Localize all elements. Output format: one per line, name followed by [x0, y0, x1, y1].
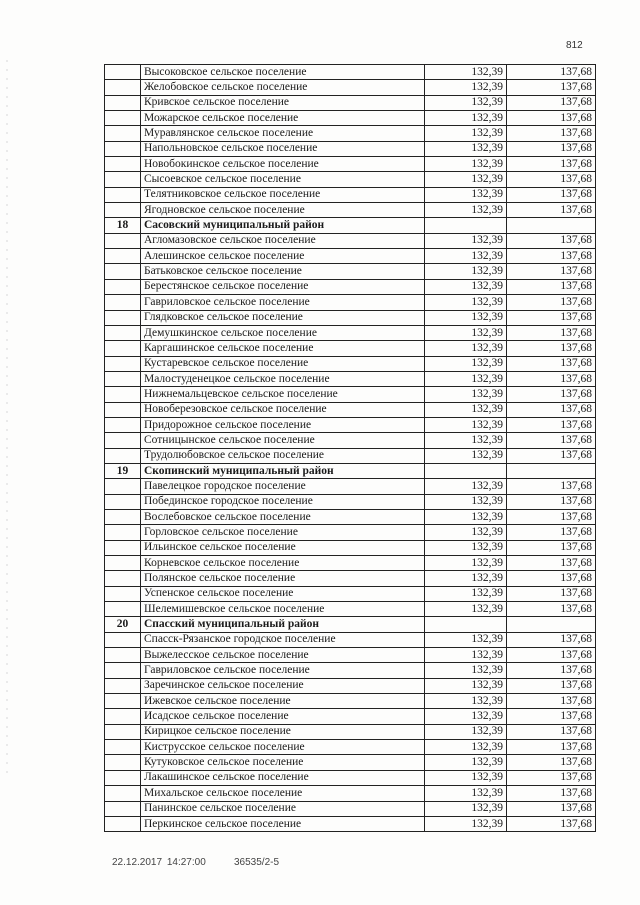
row-number	[105, 602, 141, 617]
settlement-name: Каргашинское сельское поселение	[141, 341, 425, 356]
settlements-table	[104, 64, 596, 832]
value-col-2: 137,68	[507, 602, 596, 617]
settlement-name: Кривское сельское поселение	[141, 95, 425, 110]
row-number	[105, 249, 141, 264]
row-number	[105, 494, 141, 509]
row-number	[105, 509, 141, 524]
value-col-1: 132,39	[425, 95, 507, 110]
value-col-2: 137,68	[507, 295, 596, 310]
value-col-2: 137,68	[507, 571, 596, 586]
value-col-1	[425, 463, 507, 478]
settlement-name: Телятниковское сельское поселение	[141, 187, 425, 202]
value-col-1: 132,39	[425, 678, 507, 693]
value-col-1: 132,39	[425, 494, 507, 509]
page-number: 812	[566, 40, 583, 51]
settlement-name: Исадское сельское поселение	[141, 709, 425, 724]
table-row	[105, 786, 596, 801]
value-col-1: 132,39	[425, 157, 507, 172]
settlement-name: Спасский муниципальный район	[141, 617, 425, 632]
row-number	[105, 80, 141, 95]
scan-margin-artifact	[6, 60, 8, 780]
value-col-1: 132,39	[425, 111, 507, 126]
value-col-1: 132,39	[425, 126, 507, 141]
value-col-2: 137,68	[507, 157, 596, 172]
value-col-1: 132,39	[425, 525, 507, 540]
value-col-1: 132,39	[425, 740, 507, 755]
table-row	[105, 356, 596, 371]
table-row	[105, 126, 596, 141]
district-row	[105, 463, 596, 478]
table-row	[105, 249, 596, 264]
footer-datetime: 22.12.2017 14:27:00	[112, 857, 206, 868]
settlement-name: Сысоевское сельское поселение	[141, 172, 425, 187]
table-row	[105, 755, 596, 770]
district-row	[105, 218, 596, 233]
settlement-name: Гавриловское сельское поселение	[141, 663, 425, 678]
value-col-1: 132,39	[425, 755, 507, 770]
row-number	[105, 709, 141, 724]
value-col-1: 132,39	[425, 586, 507, 601]
value-col-2: 137,68	[507, 95, 596, 110]
settlement-name: Кутуковское сельское поселение	[141, 755, 425, 770]
table-row	[105, 371, 596, 386]
settlement-name: Глядковское сельское поселение	[141, 310, 425, 325]
table-row	[105, 172, 596, 187]
row-number	[105, 111, 141, 126]
value-col-1: 132,39	[425, 433, 507, 448]
table-row	[105, 141, 596, 156]
district-row	[105, 617, 596, 632]
value-col-2: 137,68	[507, 755, 596, 770]
value-col-2: 137,68	[507, 325, 596, 340]
value-col-1: 132,39	[425, 694, 507, 709]
row-number	[105, 586, 141, 601]
settlement-name: Киструсское сельское поселение	[141, 740, 425, 755]
settlement-name: Ижевское сельское поселение	[141, 694, 425, 709]
value-col-1: 132,39	[425, 571, 507, 586]
table-body	[105, 65, 596, 832]
table-row	[105, 65, 596, 80]
settlement-name: Заречинское сельское поселение	[141, 678, 425, 693]
value-col-2: 137,68	[507, 586, 596, 601]
value-col-1: 132,39	[425, 402, 507, 417]
value-col-2: 137,68	[507, 402, 596, 417]
row-number	[105, 770, 141, 785]
table-row	[105, 770, 596, 785]
settlement-name: Шелемишевское сельское поселение	[141, 602, 425, 617]
settlement-name: Гавриловское сельское поселение	[141, 295, 425, 310]
table-row	[105, 694, 596, 709]
row-number	[105, 341, 141, 356]
settlement-name: Желобовское сельское поселение	[141, 80, 425, 95]
table-row	[105, 556, 596, 571]
row-number: 19	[105, 463, 141, 478]
value-col-2	[507, 218, 596, 233]
table-row	[105, 709, 596, 724]
value-col-2: 137,68	[507, 172, 596, 187]
settlement-name: Малостуденецкое сельское поселение	[141, 371, 425, 386]
row-number	[105, 187, 141, 202]
table-row	[105, 233, 596, 248]
value-col-2: 137,68	[507, 540, 596, 555]
settlement-name: Можарское сельское поселение	[141, 111, 425, 126]
value-col-1: 132,39	[425, 648, 507, 663]
row-number	[105, 648, 141, 663]
value-col-1: 132,39	[425, 356, 507, 371]
value-col-2: 137,68	[507, 816, 596, 831]
value-col-2: 137,68	[507, 448, 596, 463]
table-row	[105, 157, 596, 172]
value-col-2: 137,68	[507, 111, 596, 126]
row-number	[105, 371, 141, 386]
value-col-2: 137,68	[507, 233, 596, 248]
value-col-1: 132,39	[425, 663, 507, 678]
table-row	[105, 95, 596, 110]
value-col-2: 137,68	[507, 279, 596, 294]
row-number	[105, 141, 141, 156]
settlement-name: Ильинское сельское поселение	[141, 540, 425, 555]
row-number	[105, 387, 141, 402]
settlement-name: Вослебовское сельское поселение	[141, 509, 425, 524]
table-row	[105, 724, 596, 739]
settlement-name: Спасск-Рязанское городское поселение	[141, 632, 425, 647]
value-col-1: 132,39	[425, 80, 507, 95]
value-col-1: 132,39	[425, 141, 507, 156]
settlement-name: Берестянское сельское поселение	[141, 279, 425, 294]
settlement-name: Михальское сельское поселение	[141, 786, 425, 801]
table-row	[105, 448, 596, 463]
settlement-name: Побединское городское поселение	[141, 494, 425, 509]
row-number	[105, 448, 141, 463]
settlement-name: Полянское сельское поселение	[141, 571, 425, 586]
settlement-name: Батьковское сельское поселение	[141, 264, 425, 279]
value-col-2: 137,68	[507, 770, 596, 785]
row-number	[105, 203, 141, 218]
table-row	[105, 571, 596, 586]
row-number	[105, 295, 141, 310]
value-col-1: 132,39	[425, 448, 507, 463]
value-col-2: 137,68	[507, 801, 596, 816]
table-row	[105, 402, 596, 417]
row-number	[105, 525, 141, 540]
row-number	[105, 402, 141, 417]
value-col-2: 137,68	[507, 632, 596, 647]
value-col-1: 132,39	[425, 509, 507, 524]
value-col-2: 137,68	[507, 525, 596, 540]
row-number	[105, 540, 141, 555]
value-col-1: 132,39	[425, 479, 507, 494]
row-number	[105, 755, 141, 770]
value-col-2: 137,68	[507, 264, 596, 279]
table-row	[105, 325, 596, 340]
table-row	[105, 203, 596, 218]
value-col-2: 137,68	[507, 694, 596, 709]
value-col-1: 132,39	[425, 786, 507, 801]
table-row	[105, 433, 596, 448]
value-col-1: 132,39	[425, 724, 507, 739]
row-number	[105, 479, 141, 494]
row-number: 20	[105, 617, 141, 632]
row-number	[105, 126, 141, 141]
table-row	[105, 479, 596, 494]
settlement-name: Корневское сельское поселение	[141, 556, 425, 571]
table-row	[105, 417, 596, 432]
row-number	[105, 172, 141, 187]
row-number	[105, 556, 141, 571]
value-col-2: 137,68	[507, 786, 596, 801]
value-col-1: 132,39	[425, 264, 507, 279]
value-col-1: 132,39	[425, 801, 507, 816]
value-col-1: 132,39	[425, 65, 507, 80]
row-number: 18	[105, 218, 141, 233]
value-col-1: 132,39	[425, 295, 507, 310]
value-col-1: 132,39	[425, 279, 507, 294]
value-col-1: 132,39	[425, 417, 507, 432]
row-number	[105, 816, 141, 831]
settlement-name: Панинское сельское поселение	[141, 801, 425, 816]
settlement-name: Выжелесское сельское поселение	[141, 648, 425, 663]
value-col-1	[425, 218, 507, 233]
value-col-2: 137,68	[507, 433, 596, 448]
table-row	[105, 678, 596, 693]
table-row	[105, 816, 596, 831]
table-row	[105, 387, 596, 402]
row-number	[105, 786, 141, 801]
table-row	[105, 341, 596, 356]
row-number	[105, 233, 141, 248]
row-number	[105, 632, 141, 647]
value-col-2: 137,68	[507, 249, 596, 264]
settlement-name: Муравлянское сельское поселение	[141, 126, 425, 141]
value-col-1: 132,39	[425, 709, 507, 724]
settlement-name: Придорожное сельское поселение	[141, 417, 425, 432]
value-col-1: 132,39	[425, 325, 507, 340]
value-col-1: 132,39	[425, 816, 507, 831]
row-number	[105, 157, 141, 172]
value-col-2: 137,68	[507, 356, 596, 371]
row-number	[105, 264, 141, 279]
settlement-name: Нижнемальцевское сельское поселение	[141, 387, 425, 402]
row-number	[105, 356, 141, 371]
row-number	[105, 571, 141, 586]
settlement-name: Кустаревское сельское поселение	[141, 356, 425, 371]
value-col-2: 137,68	[507, 740, 596, 755]
value-col-2: 137,68	[507, 80, 596, 95]
value-col-1	[425, 617, 507, 632]
table-row	[105, 740, 596, 755]
row-number	[105, 801, 141, 816]
settlement-name: Скопинский муниципальный район	[141, 463, 425, 478]
row-number	[105, 678, 141, 693]
table-row	[105, 264, 596, 279]
value-col-2: 137,68	[507, 310, 596, 325]
table-row	[105, 279, 596, 294]
value-col-1: 132,39	[425, 602, 507, 617]
value-col-2	[507, 463, 596, 478]
value-col-1: 132,39	[425, 341, 507, 356]
table-row	[105, 310, 596, 325]
value-col-2: 137,68	[507, 203, 596, 218]
value-col-2: 137,68	[507, 126, 596, 141]
settlement-name: Павелецкое городское поселение	[141, 479, 425, 494]
table-row	[105, 295, 596, 310]
table-row	[105, 632, 596, 647]
value-col-2: 137,68	[507, 648, 596, 663]
settlement-name: Демушкинское сельское поселение	[141, 325, 425, 340]
table-row	[105, 648, 596, 663]
settlement-name: Кирицкое сельское поселение	[141, 724, 425, 739]
settlement-name: Напольновское сельское поселение	[141, 141, 425, 156]
value-col-1: 132,39	[425, 371, 507, 386]
settlement-name: Новоберезовское сельское поселение	[141, 402, 425, 417]
value-col-1: 132,39	[425, 310, 507, 325]
row-number	[105, 740, 141, 755]
table-row	[105, 494, 596, 509]
table-row	[105, 111, 596, 126]
settlement-name: Сотницынское сельское поселение	[141, 433, 425, 448]
row-number	[105, 310, 141, 325]
row-number	[105, 325, 141, 340]
settlement-name: Высоковское сельское поселение	[141, 65, 425, 80]
value-col-2: 137,68	[507, 65, 596, 80]
settlement-name: Агломазовское сельское поселение	[141, 233, 425, 248]
row-number	[105, 663, 141, 678]
value-col-2: 137,68	[507, 678, 596, 693]
value-col-1: 132,39	[425, 203, 507, 218]
row-number	[105, 433, 141, 448]
value-col-1: 132,39	[425, 187, 507, 202]
value-col-2: 137,68	[507, 663, 596, 678]
value-col-2: 137,68	[507, 509, 596, 524]
value-col-2: 137,68	[507, 494, 596, 509]
row-number	[105, 65, 141, 80]
table-row	[105, 663, 596, 678]
settlement-name: Перкинское сельское поселение	[141, 816, 425, 831]
settlement-name: Новобокинское сельское поселение	[141, 157, 425, 172]
row-number	[105, 724, 141, 739]
table-row	[105, 801, 596, 816]
value-col-1: 132,39	[425, 770, 507, 785]
value-col-2: 137,68	[507, 417, 596, 432]
value-col-2: 137,68	[507, 479, 596, 494]
table-row	[105, 540, 596, 555]
value-col-2: 137,68	[507, 187, 596, 202]
table-row	[105, 80, 596, 95]
value-col-2: 137,68	[507, 387, 596, 402]
value-col-1: 132,39	[425, 249, 507, 264]
settlement-name: Горловское сельское поселение	[141, 525, 425, 540]
table-row	[105, 509, 596, 524]
value-col-1: 132,39	[425, 233, 507, 248]
value-col-2: 137,68	[507, 371, 596, 386]
value-col-1: 132,39	[425, 540, 507, 555]
settlement-name: Лакашинское сельское поселение	[141, 770, 425, 785]
table-row	[105, 525, 596, 540]
value-col-1: 132,39	[425, 556, 507, 571]
footer-doc-code: 36535/2-5	[234, 857, 280, 868]
value-col-2: 137,68	[507, 341, 596, 356]
settlement-name: Алешинское сельское поселение	[141, 249, 425, 264]
value-col-1: 132,39	[425, 387, 507, 402]
settlement-name: Трудолюбовское сельское поселение	[141, 448, 425, 463]
table-row	[105, 586, 596, 601]
row-number	[105, 694, 141, 709]
settlement-name: Ягодновское сельское поселение	[141, 203, 425, 218]
row-number	[105, 279, 141, 294]
value-col-1: 132,39	[425, 172, 507, 187]
value-col-2: 137,68	[507, 709, 596, 724]
value-col-1: 132,39	[425, 632, 507, 647]
row-number	[105, 95, 141, 110]
settlement-name: Успенское сельское поселение	[141, 586, 425, 601]
table-row	[105, 187, 596, 202]
table-row	[105, 602, 596, 617]
row-number	[105, 417, 141, 432]
settlement-name: Сасовский муниципальный район	[141, 218, 425, 233]
value-col-2: 137,68	[507, 556, 596, 571]
value-col-2: 137,68	[507, 141, 596, 156]
value-col-2	[507, 617, 596, 632]
value-col-2: 137,68	[507, 724, 596, 739]
